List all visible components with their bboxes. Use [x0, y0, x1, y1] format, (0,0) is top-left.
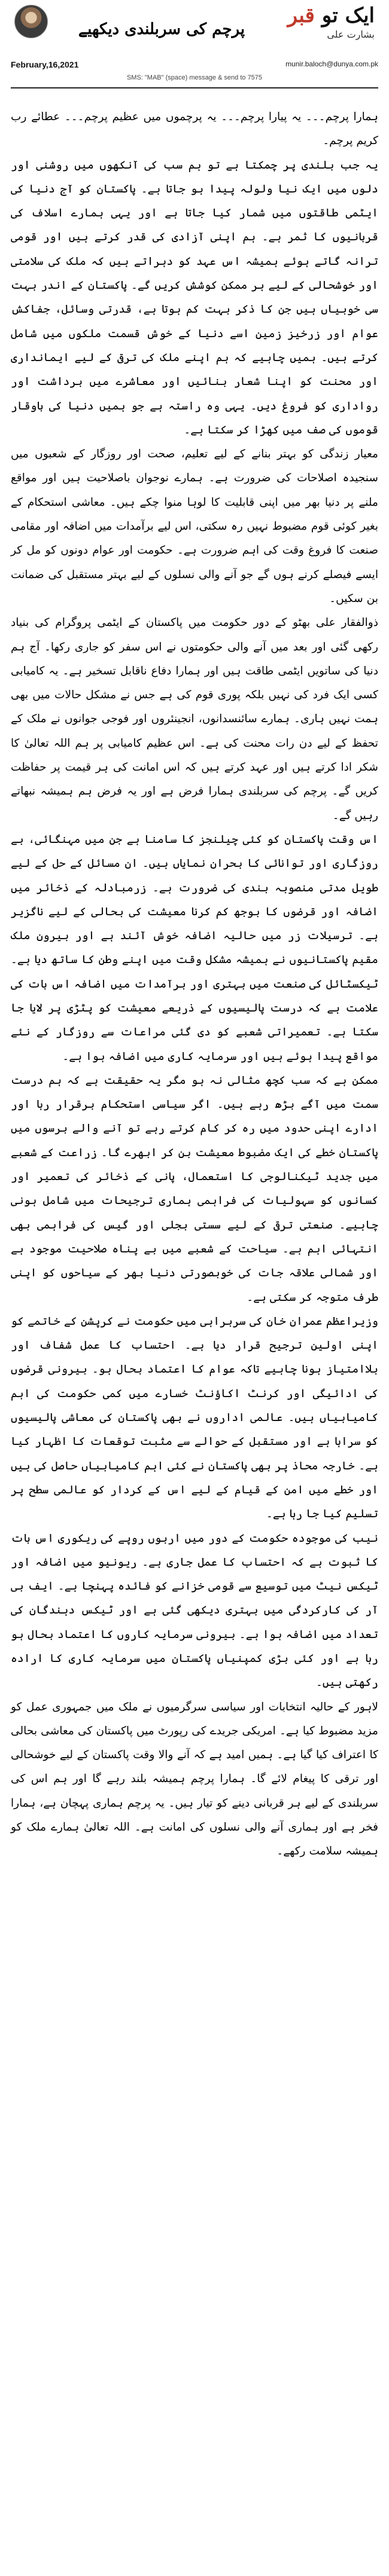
paragraph: معیار زندگی کو بہتر بنانے کے لیے تعلیم، صحت اور روزگار کے شعبوں میں سنجیدہ اصلاحات کی ضرورت ہے۔ ہمارے نوجوان باصلاحیت ہیں اور مواقع ملنے پر دنیا بھر میں اپنی قابلیت کا لوہا منوا چکے ہیں۔ معاشی استحکام کے بغیر کوئی قوم مضبوط نہیں رہ سکتی، اس لیے برآمدات میں اضافہ اور مقامی صنعت کا فروغ وقت کی اہم ضرورت ہے۔ حکومت اور عوام دونوں کو مل کر ایسے فیصلے کرنے ہوں گے جو آنے والی نسلوں کے لیے بہتر مستقبل کی ضمانت بن سکیں۔: [11, 448, 378, 605]
author-email[interactable]: munir.baloch@dunya.com.pk: [285, 60, 378, 68]
sms-instructions: SMS: "MAB" (space) message & send to 7575: [126, 74, 263, 81]
column-header: [11, 0, 378, 103]
paragraph: ذوالفقار علی بھٹو کے دور حکومت میں پاکستان کے ایٹمی پروگرام کی بنیاد رکھی گئی اور بعد میں آنے والی حکومتوں نے اس سفر کو جاری رکھا۔ آج ہم دنیا کی ساتویں ایٹمی طاقت ہیں اور ہمارا دفاع ناقابل تسخیر ہے۔ یہ کامیابی کسی ایک فرد کی نہیں بلکہ پوری قوم کی ہے جس نے مشکل حالات میں بھی ہمت نہیں ہاری۔ ہمارے سائنسدانوں، انجینئروں اور فوجی جوانوں نے ملک کے تحفظ کے لیے دن رات محنت کی ہے۔ اس عظیم کامیابی پر ہم اللہ تعالیٰ کا شکر ادا کرتے ہیں اور عہد کرتے ہیں کہ اس امانت کی ہر قیمت پر حفاظت کریں گے۔ پرچم کی سربلندی ہمارا فرض ہے اور یہ فرض ہم ہمیشہ نبھاتے رہیں گے۔: [11, 616, 378, 822]
article-headline: پرچم کی سربلندی دیکھیے: [78, 20, 245, 38]
article-body: [11, 105, 378, 1864]
author-avatar: [14, 5, 48, 38]
column-name-accent: قبر: [287, 4, 315, 27]
paragraph: یہ جب بلندی پر چمکتا ہے تو ہم سب کی آنکھوں میں روشنی اور دلوں میں ایک نیا ولولہ پیدا ہو جاتا ہے۔ پاکستان کو آج دنیا کی ایٹمی طاقتوں میں شمار کیا جاتا ہے اور یہی ہمارے اسلاف کی قربانیوں کا ثمر ہے۔ ہم اپنی آزادی کی قدر کرتے ہیں اور قومی ترانہ گاتے ہوئے ہمیشہ اس عہد کو دہراتے ہیں کہ ملک کی سلامتی اور خوشحالی کے لیے ہر ممکن کوشش کریں گے۔ پاکستان کے اندر بہت سی خوبیاں ہیں جن کا ذکر بہت کم ہوتا ہے، قدرتی وسائل، جفاکش عوام اور زرخیز زمین اسے دنیا کے خوش قسمت ملکوں میں شامل کرتے ہیں۔ ہمیں چاہیے کہ ہم اپنے ملک کی ترقی کے لیے ایمانداری اور محنت کو اپنا شعار بنائیں اور معاشرے میں برداشت اور رواداری کو فروغ دیں۔ یہی وہ راستہ ہے جو ہمیں دنیا کی باوقار قوموں کی صف میں کھڑا کر سکتا ہے۔: [11, 158, 378, 436]
paragraph: ہمارا پرچم۔۔۔ یہ پیارا پرچم۔۔۔ یہ پرچموں میں عظیم پرچم۔۔۔ عطائے رب کریم پرچم۔: [11, 111, 378, 148]
column-name-primary: ایک تو: [321, 4, 375, 27]
column-name: [273, 4, 375, 27]
paragraph: وزیراعظم عمران خان کی سربراہی میں حکومت نے کرپشن کے خاتمے کو اپنی اولین ترجیح قرار دیا ہے۔ احتساب کا عمل شفاف اور بلاامتیاز ہونا چاہیے تاکہ عوام کا اعتماد بحال ہو۔ بیرونی قرضوں کی ادائیگی اور کرنٹ اکاؤنٹ خسارے میں کمی حکومت کی اہم کامیابیاں ہیں۔ عالمی اداروں نے بھی پاکستان کی معاشی پالیسیوں کو سراہا ہے اور مستقبل کے حوالے سے مثبت توقعات کا اظہار کیا ہے۔ خارجہ محاذ پر بھی پاکستان نے کئی اہم کامیابیاں حاصل کی ہیں اور خطے میں امن کے قیام کے لیے اس کے کردار کو عالمی سطح پر تسلیم کیا جا رہا ہے۔: [11, 1315, 378, 1521]
paragraph: اس وقت پاکستان کو کئی چیلنجز کا سامنا ہے جن میں مہنگائی، بے روزگاری اور توانائی کا بحران نمایاں ہیں۔ ان مسائل کے حل کے لیے طویل مدتی منصوبہ بندی کی ضرورت ہے۔ زرمبادلہ کے ذخائر میں اضافہ اور قرضوں کا بوجھ کم کرنا معیشت کی بحالی کے لیے ناگزیر ہے۔ ترسیلات زر میں حالیہ اضافہ خوش آئند ہے اور بیرون ملک مقیم پاکستانیوں نے ہمیشہ مشکل وقت میں اپنے وطن کا ساتھ دیا ہے۔ ٹیکسٹائل کی صنعت میں بہتری اور برآمدات میں اضافہ اس بات کی علامت ہے کہ درست پالیسیوں کے ذریعے معیشت کو پٹڑی پر لایا جا سکتا ہے۔ تعمیراتی شعبے کو دی گئی مراعات سے روزگار کے نئے مواقع پیدا ہوئے ہیں اور سرمایہ کاری میں اضافہ ہوا ہے۔: [11, 833, 378, 1063]
column-logo: [273, 4, 375, 40]
paragraph: لاہور کے حالیہ انتخابات اور سیاسی سرگرمیوں نے ملک میں جمہوری عمل کو مزید مضبوط کیا ہے۔ امریکی جریدے کی رپورٹ میں پاکستان کی معاشی بحالی کا اعتراف کیا گیا ہے۔ ہمیں امید ہے کہ آنے والا وقت پاکستان کے لیے خوشحالی اور ترقی کا پیغام لائے گا۔ ہمارا پرچم ہمیشہ بلند رہے گا اور ہم اس کی سربلندی کے لیے ہر قربانی دینے کو تیار ہیں۔ یہ پرچم ہماری پہچان ہے، ہمارا فخر ہے اور ہماری آنے والی نسلوں کی امانت ہے۔ اللہ تعالیٰ ہمارے ملک کو ہمیشہ سلامت رکھے۔: [11, 1700, 378, 1858]
paragraph: ممکن ہے کہ سب کچھ مثالی نہ ہو مگر یہ حقیقت ہے کہ ہم درست سمت میں آگے بڑھ رہے ہیں۔ اگر سیاسی استحکام برقرار رہا اور ادارے اپنی حدود میں رہ کر کام کرتے رہے تو آنے والے برسوں میں پاکستان خطے کی ایک مضبوط معیشت بن کر ابھرے گا۔ زراعت کے شعبے میں جدید ٹیکنالوجی کا استعمال، پانی کے ذخائر کی تعمیر اور کسانوں کو سہولیات کی فراہمی ہماری ترجیحات میں شامل ہونی چاہیے۔ صنعتی ترقی کے لیے سستی بجلی اور گیس کی فراہمی بھی انتہائی اہم ہے۔ سیاحت کے شعبے میں بے پناہ صلاحیت موجود ہے اور شمالی علاقہ جات کی خوبصورتی دنیا بھر کے سیاحوں کو اپنی طرف متوجہ کر سکتی ہے۔: [11, 1074, 378, 1304]
paragraph: نیب کی موجودہ حکومت کے دور میں اربوں روپے کی ریکوری اس بات کا ثبوت ہے کہ احتساب کا عمل جاری ہے۔ ریونیو میں اضافہ اور ٹیکس نیٹ میں توسیع سے قومی خزانے کو فائدہ پہنچا ہے۔ ایف بی آر کی کارکردگی میں بہتری دیکھی گئی ہے اور ٹیکس دہندگان کی تعداد میں اضافہ ہوا ہے۔ بیرونی سرمایہ کاروں کا اعتماد بحال ہو رہا ہے اور کئی بڑی کمپنیاں پاکستان میں سرمایہ کاری کا ارادہ رکھتی ہیں۔: [11, 1532, 378, 1689]
header-divider: [11, 87, 378, 88]
author-name: بشارت علی: [327, 29, 375, 40]
column-meta: [11, 57, 378, 75]
publish-date: February,16,2021: [11, 60, 79, 69]
